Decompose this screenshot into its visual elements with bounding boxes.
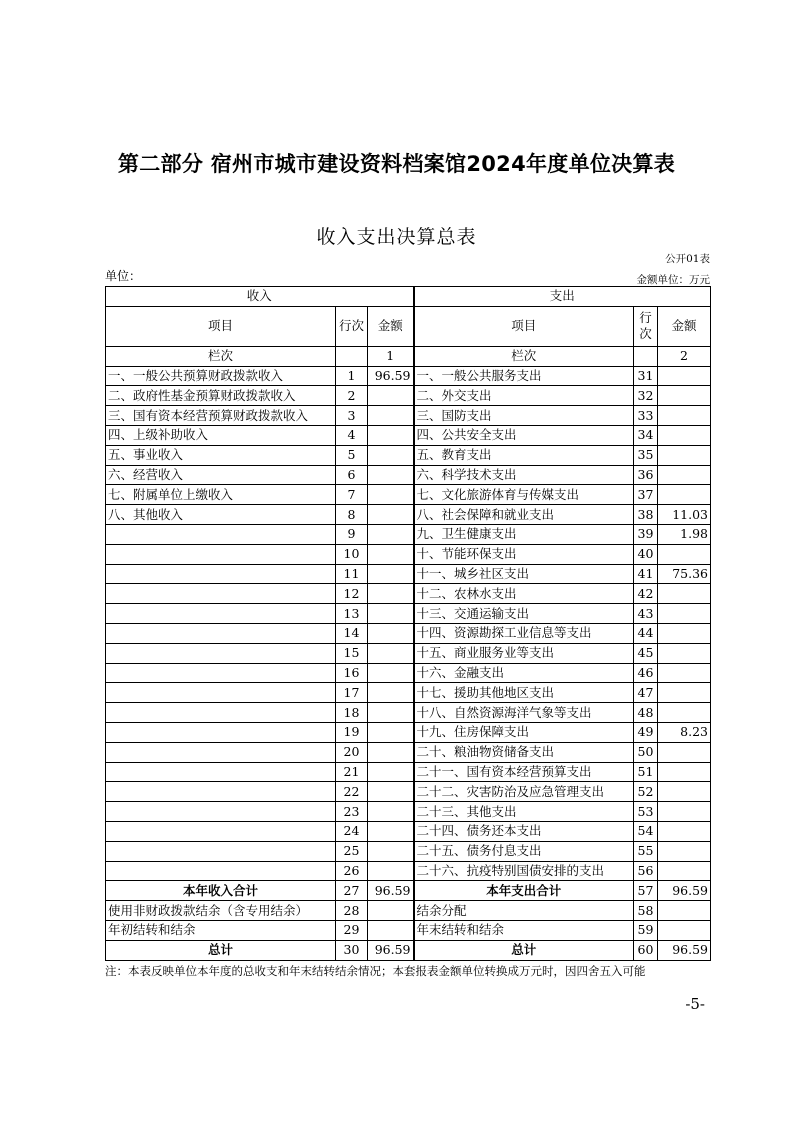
income-amount-cell <box>368 762 414 782</box>
expense-line-no-cell: 37 <box>634 485 658 505</box>
expense-line-no-header: 行次 <box>634 306 658 346</box>
expense-item-cell: 二十一、国有资本经营预算支出 <box>414 762 634 782</box>
expense-item-cell: 本年支出合计 <box>414 881 634 901</box>
expense-amount-cell: 8.23 <box>658 722 711 742</box>
income-column-row-label: 栏次 <box>106 346 336 366</box>
income-item-cell: 二、政府性基金预算财政拨款收入 <box>106 386 336 406</box>
table-row <box>106 663 711 683</box>
income-amount-cell <box>368 821 414 841</box>
income-amount-cell <box>368 782 414 802</box>
expense-line-no-cell: 44 <box>634 623 658 643</box>
column-header-row <box>106 306 711 346</box>
income-line-no-cell: 30 <box>336 940 368 960</box>
table-row <box>106 366 711 386</box>
expense-amount-header: 金额 <box>658 306 711 346</box>
expense-line-no-cell: 33 <box>634 406 658 426</box>
table-body <box>106 366 711 960</box>
column-number-row <box>106 346 711 366</box>
table-row <box>106 683 711 703</box>
expense-item-header: 项目 <box>414 306 634 346</box>
expense-item-cell: 十一、城乡社区支出 <box>414 564 634 584</box>
income-amount-cell <box>368 742 414 762</box>
income-amount-cell <box>368 901 414 921</box>
income-item-cell <box>106 742 336 762</box>
income-amount-cell: 96.59 <box>368 940 414 960</box>
income-line-no-cell: 22 <box>336 782 368 802</box>
income-column-number: 1 <box>368 346 414 366</box>
expense-amount-cell: 96.59 <box>658 881 711 901</box>
expense-item-cell: 二十四、债务还本支出 <box>414 821 634 841</box>
income-item-cell <box>106 722 336 742</box>
expense-item-cell: 十九、住房保障支出 <box>414 722 634 742</box>
income-item-cell: 七、附属单位上缴收入 <box>106 485 336 505</box>
expense-item-cell: 二十、粮油物资储备支出 <box>414 742 634 762</box>
income-item-cell <box>106 544 336 564</box>
expense-amount-cell <box>658 366 711 386</box>
expense-line-no-cell: 41 <box>634 564 658 584</box>
income-amount-cell <box>368 445 414 465</box>
expense-item-cell: 结余分配 <box>414 901 634 921</box>
expense-amount-cell <box>658 663 711 683</box>
expense-amount-cell <box>658 643 711 663</box>
table-row <box>106 703 711 723</box>
income-section-header: 收入 <box>106 287 414 307</box>
income-line-no-cell: 21 <box>336 762 368 782</box>
income-item-cell <box>106 821 336 841</box>
income-item-cell <box>106 841 336 861</box>
income-item-cell <box>106 524 336 544</box>
expense-line-no-cell: 34 <box>634 425 658 445</box>
expense-line-no-cell: 31 <box>634 366 658 386</box>
income-line-no-cell: 3 <box>336 406 368 426</box>
income-item-cell <box>106 584 336 604</box>
expense-amount-cell <box>658 742 711 762</box>
expense-item-cell: 四、公共安全支出 <box>414 425 634 445</box>
income-line-no-cell: 19 <box>336 722 368 742</box>
table-row <box>106 564 711 584</box>
expense-item-cell: 六、科学技术支出 <box>414 465 634 485</box>
income-item-cell: 三、国有资本经营预算财政拨款收入 <box>106 406 336 426</box>
expense-item-cell: 二十二、灾害防治及应急管理支出 <box>414 782 634 802</box>
income-amount-cell <box>368 544 414 564</box>
income-line-no-cell: 25 <box>336 841 368 861</box>
income-item-cell: 五、事业收入 <box>106 445 336 465</box>
expense-amount-cell <box>658 465 711 485</box>
income-amount-cell <box>368 485 414 505</box>
income-line-no-cell: 12 <box>336 584 368 604</box>
table-row <box>106 623 711 643</box>
income-item-cell <box>106 683 336 703</box>
income-amount-cell <box>368 465 414 485</box>
expense-amount-cell <box>658 683 711 703</box>
income-line-no-cell: 8 <box>336 505 368 525</box>
income-line-no-cell: 26 <box>336 861 368 881</box>
expense-item-cell: 五、教育支出 <box>414 445 634 465</box>
income-amount-cell <box>368 623 414 643</box>
expense-amount-cell <box>658 861 711 881</box>
expense-line-no-cell: 40 <box>634 544 658 564</box>
expense-item-cell: 三、国防支出 <box>414 406 634 426</box>
expense-line-no-cell: 53 <box>634 802 658 822</box>
income-item-cell <box>106 623 336 643</box>
income-line-no-cell: 9 <box>336 524 368 544</box>
expense-amount-cell: 96.59 <box>658 940 711 960</box>
income-line-no-cell: 2 <box>336 386 368 406</box>
expense-line-no-cell: 56 <box>634 861 658 881</box>
income-amount-cell <box>368 643 414 663</box>
income-line-no-cell: 17 <box>336 683 368 703</box>
table-row <box>106 722 711 742</box>
table-row <box>106 782 711 802</box>
income-line-no-cell: 5 <box>336 445 368 465</box>
income-amount-cell <box>368 703 414 723</box>
expense-line-no-cell: 45 <box>634 643 658 663</box>
expense-line-no-cell: 36 <box>634 465 658 485</box>
table-row <box>106 920 711 940</box>
table-row <box>106 445 711 465</box>
table-row <box>106 861 711 881</box>
income-item-cell: 六、经营收入 <box>106 465 336 485</box>
income-item-cell <box>106 643 336 663</box>
expense-item-cell: 七、文化旅游体育与传媒支出 <box>414 485 634 505</box>
income-expense-table <box>105 286 711 961</box>
expense-line-no-cell: 58 <box>634 901 658 921</box>
expense-item-cell: 十、节能环保支出 <box>414 544 634 564</box>
form-code: 公开01表 <box>665 253 710 265</box>
document-title: 第二部分 宿州市城市建设资料档案馆2024年度单位决算表 <box>117 152 676 176</box>
income-line-no-cell: 15 <box>336 643 368 663</box>
income-amount-cell <box>368 802 414 822</box>
income-item-cell: 四、上级补助收入 <box>106 425 336 445</box>
income-item-cell: 一、一般公共预算财政拨款收入 <box>106 366 336 386</box>
table-row <box>106 544 711 564</box>
income-column-row-blank <box>336 346 368 366</box>
income-amount-cell <box>368 722 414 742</box>
expense-column-row-label: 栏次 <box>414 346 634 366</box>
expense-amount-cell <box>658 406 711 426</box>
expense-item-cell: 十三、交通运输支出 <box>414 604 634 624</box>
expense-amount-cell <box>658 782 711 802</box>
income-item-cell: 使用非财政拨款结余（含专用结余） <box>106 901 336 921</box>
total-row <box>106 940 711 960</box>
expense-amount-cell <box>658 821 711 841</box>
table-row <box>106 524 711 544</box>
income-item-cell: 八、其他收入 <box>106 505 336 525</box>
table-row <box>106 386 711 406</box>
income-amount-cell <box>368 406 414 426</box>
expense-item-cell: 八、社会保障和就业支出 <box>414 505 634 525</box>
income-item-cell <box>106 802 336 822</box>
expense-amount-cell <box>658 901 711 921</box>
expense-amount-cell: 75.36 <box>658 564 711 584</box>
income-line-no-cell: 11 <box>336 564 368 584</box>
income-item-cell: 总计 <box>106 940 336 960</box>
expense-amount-cell <box>658 703 711 723</box>
expense-line-no-cell: 55 <box>634 841 658 861</box>
expense-line-no-cell: 38 <box>634 505 658 525</box>
income-line-no-cell: 27 <box>336 881 368 901</box>
page-number: -5- <box>685 995 705 1013</box>
expense-amount-cell <box>658 604 711 624</box>
table-row <box>106 406 711 426</box>
expense-line-no-cell: 46 <box>634 663 658 683</box>
expense-item-cell: 十七、援助其他地区支出 <box>414 683 634 703</box>
expense-item-cell: 二、外交支出 <box>414 386 634 406</box>
income-amount-cell <box>368 683 414 703</box>
expense-line-no-cell: 42 <box>634 584 658 604</box>
expense-line-no-cell: 57 <box>634 881 658 901</box>
table-row <box>106 841 711 861</box>
income-line-no-header: 行次 <box>336 306 368 346</box>
expense-item-cell: 总计 <box>414 940 634 960</box>
income-amount-cell <box>368 663 414 683</box>
table-row <box>106 604 711 624</box>
expense-item-cell: 十二、农林水支出 <box>414 584 634 604</box>
expense-item-cell: 二十三、其他支出 <box>414 802 634 822</box>
expense-item-cell: 二十六、抗疫特别国债安排的支出 <box>414 861 634 881</box>
expense-line-no-cell: 32 <box>634 386 658 406</box>
income-line-no-cell: 14 <box>336 623 368 643</box>
table-row <box>106 762 711 782</box>
expense-line-no-cell: 47 <box>634 683 658 703</box>
income-amount-cell <box>368 920 414 940</box>
income-line-no-cell: 10 <box>336 544 368 564</box>
expense-line-no-cell: 52 <box>634 782 658 802</box>
income-amount-cell <box>368 841 414 861</box>
expense-amount-cell: 11.03 <box>658 505 711 525</box>
expense-line-no-cell: 49 <box>634 722 658 742</box>
expense-line-no-cell: 48 <box>634 703 658 723</box>
table-row <box>106 584 711 604</box>
income-line-no-cell: 20 <box>336 742 368 762</box>
expense-line-no-cell: 39 <box>634 524 658 544</box>
expense-amount-cell <box>658 386 711 406</box>
expense-amount-cell <box>658 425 711 445</box>
expense-item-cell: 二十五、债务付息支出 <box>414 841 634 861</box>
expense-line-no-cell: 50 <box>634 742 658 762</box>
expense-amount-cell <box>658 762 711 782</box>
table-row <box>106 425 711 445</box>
income-amount-cell <box>368 524 414 544</box>
expense-amount-cell <box>658 920 711 940</box>
table-row <box>106 802 711 822</box>
income-line-no-cell: 29 <box>336 920 368 940</box>
expense-section-header: 支出 <box>414 287 711 307</box>
income-amount-cell <box>368 564 414 584</box>
table-row <box>106 821 711 841</box>
table-row <box>106 465 711 485</box>
income-amount-cell <box>368 861 414 881</box>
expense-line-no-cell: 51 <box>634 762 658 782</box>
table-row <box>106 742 711 762</box>
income-line-no-cell: 6 <box>336 465 368 485</box>
income-item-cell <box>106 703 336 723</box>
expense-line-no-cell: 60 <box>634 940 658 960</box>
income-item-cell <box>106 782 336 802</box>
table-title: 收入支出决算总表 <box>316 226 477 248</box>
income-line-no-cell: 7 <box>336 485 368 505</box>
income-amount-header: 金额 <box>368 306 414 346</box>
expense-item-cell: 十六、金融支出 <box>414 663 634 683</box>
expense-line-no-cell: 54 <box>634 821 658 841</box>
table-row <box>106 901 711 921</box>
expense-amount-cell <box>658 485 711 505</box>
income-item-cell <box>106 564 336 584</box>
expense-column-number: 2 <box>658 346 711 366</box>
income-line-no-cell: 28 <box>336 901 368 921</box>
expense-amount-cell <box>658 544 711 564</box>
footnote: 注：本表反映单位本年度的总收支和年末结转结余情况；本套报表金额单位转换成万元时，因四舍五入可能 <box>105 964 646 978</box>
income-amount-cell <box>368 386 414 406</box>
expense-line-no-cell: 35 <box>634 445 658 465</box>
income-amount-cell <box>368 425 414 445</box>
table-row <box>106 485 711 505</box>
table-row <box>106 505 711 525</box>
expense-line-no-cell: 59 <box>634 920 658 940</box>
subtotal-row <box>106 881 711 901</box>
income-line-no-cell: 24 <box>336 821 368 841</box>
expense-amount-cell <box>658 841 711 861</box>
expense-amount-cell <box>658 623 711 643</box>
income-line-no-cell: 16 <box>336 663 368 683</box>
income-line-no-cell: 13 <box>336 604 368 624</box>
income-amount-cell <box>368 584 414 604</box>
income-line-no-cell: 23 <box>336 802 368 822</box>
income-amount-cell <box>368 505 414 525</box>
expense-amount-cell <box>658 445 711 465</box>
expense-item-cell: 十四、资源勘探工业信息等支出 <box>414 623 634 643</box>
income-item-cell <box>106 861 336 881</box>
income-line-no-cell: 18 <box>336 703 368 723</box>
expense-item-cell: 十八、自然资源海洋气象等支出 <box>414 703 634 723</box>
expense-amount-cell <box>658 584 711 604</box>
expense-item-cell: 一、一般公共服务支出 <box>414 366 634 386</box>
expense-item-cell: 九、卫生健康支出 <box>414 524 634 544</box>
income-item-cell <box>106 604 336 624</box>
income-item-cell: 年初结转和结余 <box>106 920 336 940</box>
table-row <box>106 643 711 663</box>
income-amount-cell: 96.59 <box>368 881 414 901</box>
section-header-row <box>106 287 711 307</box>
income-amount-cell: 96.59 <box>368 366 414 386</box>
income-line-no-cell: 1 <box>336 366 368 386</box>
expense-item-cell: 十五、商业服务业等支出 <box>414 643 634 663</box>
income-item-cell <box>106 663 336 683</box>
expense-column-row-blank <box>634 346 658 366</box>
unit-label: 单位： <box>105 269 142 283</box>
income-line-no-cell: 4 <box>336 425 368 445</box>
income-item-cell: 本年收入合计 <box>106 881 336 901</box>
income-amount-cell <box>368 604 414 624</box>
expense-amount-cell <box>658 802 711 822</box>
income-item-cell <box>106 762 336 782</box>
amount-unit-label: 金额单位：万元 <box>636 274 710 286</box>
expense-amount-cell: 1.98 <box>658 524 711 544</box>
expense-item-cell: 年末结转和结余 <box>414 920 634 940</box>
income-item-header: 项目 <box>106 306 336 346</box>
expense-line-no-cell: 43 <box>634 604 658 624</box>
